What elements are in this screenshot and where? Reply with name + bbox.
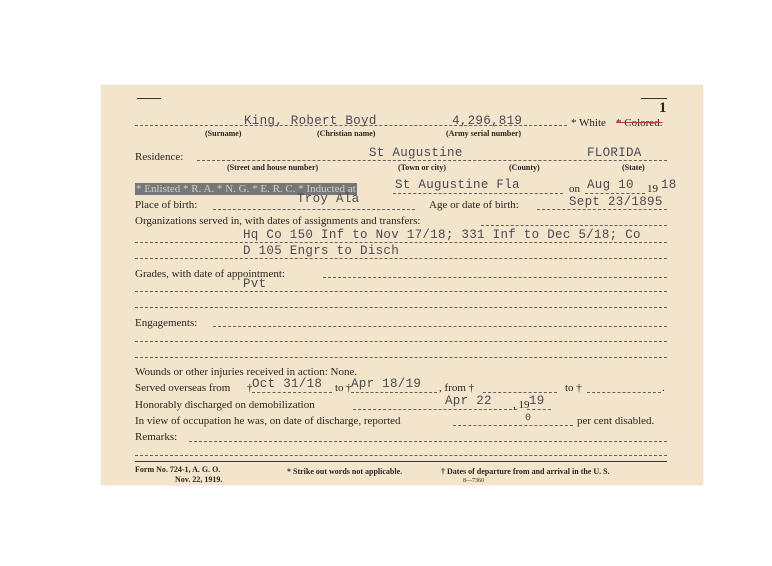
card-number: 1 xyxy=(659,100,667,116)
birth-place-line xyxy=(213,209,415,210)
overseas-label: Served overseas from xyxy=(135,382,231,394)
discharge-date-line xyxy=(353,409,517,410)
top-left-mark xyxy=(137,98,161,99)
overseas-dagger-2: † xyxy=(346,382,352,394)
overseas-dagger-1: † xyxy=(247,382,253,394)
engagements-label: Engagements: xyxy=(135,317,198,329)
induction-on-label: on xyxy=(569,183,580,195)
typed-grade: Pvt xyxy=(243,277,267,291)
remarks-line-0 xyxy=(189,441,667,442)
typed-organizations-1: Hq Co 150 Inf to Nov 17/18; 331 Inf to Dec 5/18; Co xyxy=(243,228,641,242)
discharge-year-prefix: , 19 xyxy=(513,399,530,411)
birth-date-line xyxy=(537,209,667,210)
service-record-card xyxy=(101,85,703,485)
remarks-label: Remarks: xyxy=(135,431,178,443)
wounds-label: Wounds or other injuries received in action: None. xyxy=(135,366,358,378)
race-colored: * Colored. xyxy=(616,117,663,129)
grades-line-2 xyxy=(135,307,667,308)
overseas-from-label-2: , from † xyxy=(439,382,475,394)
birth-place-label: Place of birth: xyxy=(135,199,198,211)
engagements-line-1 xyxy=(135,341,667,342)
overseas-to-label: to xyxy=(335,382,344,394)
disability-line xyxy=(453,425,573,426)
typed-overseas-from: Oct 31/18 xyxy=(252,377,323,391)
label-street: (Street and house number) xyxy=(227,163,319,172)
typed-organizations-2: D 105 Engrs to Disch xyxy=(243,244,400,258)
note-dates: † Dates of departure from and arrival in the U. S. xyxy=(441,467,610,476)
overseas-to-line-2 xyxy=(587,392,661,393)
label-serial-number: (Army serial number) xyxy=(446,129,522,138)
label-christian-name: (Christian name) xyxy=(317,129,376,138)
overseas-from-line xyxy=(252,392,332,393)
typed-residence-city: St Augustine xyxy=(369,146,463,160)
disability-suffix: per cent disabled. xyxy=(577,415,655,427)
race-white: * White xyxy=(571,117,606,129)
discharge-year-line xyxy=(527,409,551,410)
overseas-end: . xyxy=(662,382,665,394)
induction-date-line xyxy=(585,193,645,194)
overseas-to-label-2: to † xyxy=(565,382,582,394)
birth-date-label: Age or date of birth: xyxy=(429,199,519,211)
typed-discharge-date: Apr 22 xyxy=(445,394,492,408)
engagements-line-2 xyxy=(135,357,667,358)
label-county: (County) xyxy=(509,163,540,172)
label-state: (State) xyxy=(622,163,645,172)
residence-line xyxy=(197,160,667,161)
organizations-label: Organizations served in, with dates of assignments and transfers: xyxy=(135,215,421,227)
label-town: (Town or city) xyxy=(398,163,446,172)
form-number: Form No. 724-1, A. G. O. xyxy=(135,465,221,474)
remarks-line-1 xyxy=(135,455,667,456)
typed-residence-state: FLORIDA xyxy=(587,146,642,160)
typed-serial: 4,296,819 xyxy=(452,114,523,128)
typed-induction-date: Aug 10 xyxy=(587,178,634,192)
label-surname: (Surname) xyxy=(205,129,242,138)
typed-name: King, Robert Boyd xyxy=(244,114,377,128)
typed-disability-value: 0 xyxy=(525,413,532,424)
grades-line-0 xyxy=(323,277,667,278)
typed-overseas-to: Apr 18/19 xyxy=(351,377,422,391)
typed-discharge-year: 19 xyxy=(529,394,545,408)
top-right-mark xyxy=(641,98,667,99)
name-line xyxy=(135,125,567,126)
disability-label: In view of occupation he was, on date of discharge, reported xyxy=(135,415,401,427)
typed-birth-date: Sept 23/1895 xyxy=(569,195,663,209)
struck-enlisted-options: * Enlisted * R. A. * N. G. * E. R. C. * Inducted at xyxy=(136,183,356,195)
grades-label: Grades, with date of appointment: xyxy=(135,268,285,280)
overseas-to-line xyxy=(351,392,437,393)
form-date: Nov. 22, 1919. xyxy=(175,475,223,484)
print-code: 8—7360 xyxy=(463,478,484,484)
discharge-label: Honorably discharged on demobilization xyxy=(135,399,315,411)
induction-year-prefix: 19 xyxy=(647,183,658,195)
note-strike-out: * Strike out words not applicable. xyxy=(287,467,403,476)
typed-induction-place: St Augustine Fla xyxy=(395,178,520,192)
organizations-line-2 xyxy=(135,258,667,259)
residence-label: Residence: xyxy=(135,151,184,163)
typed-induction-year: 18 xyxy=(661,178,677,192)
organizations-line-0 xyxy=(481,225,667,226)
organizations-line-1 xyxy=(135,242,667,243)
engagements-line-0 xyxy=(213,326,667,327)
induction-place-line xyxy=(393,193,563,194)
overseas-from-line-2 xyxy=(483,392,557,393)
grades-line-1 xyxy=(135,291,667,292)
footer-rule xyxy=(135,461,667,462)
typed-birth-place: Troy Ala xyxy=(297,192,360,206)
